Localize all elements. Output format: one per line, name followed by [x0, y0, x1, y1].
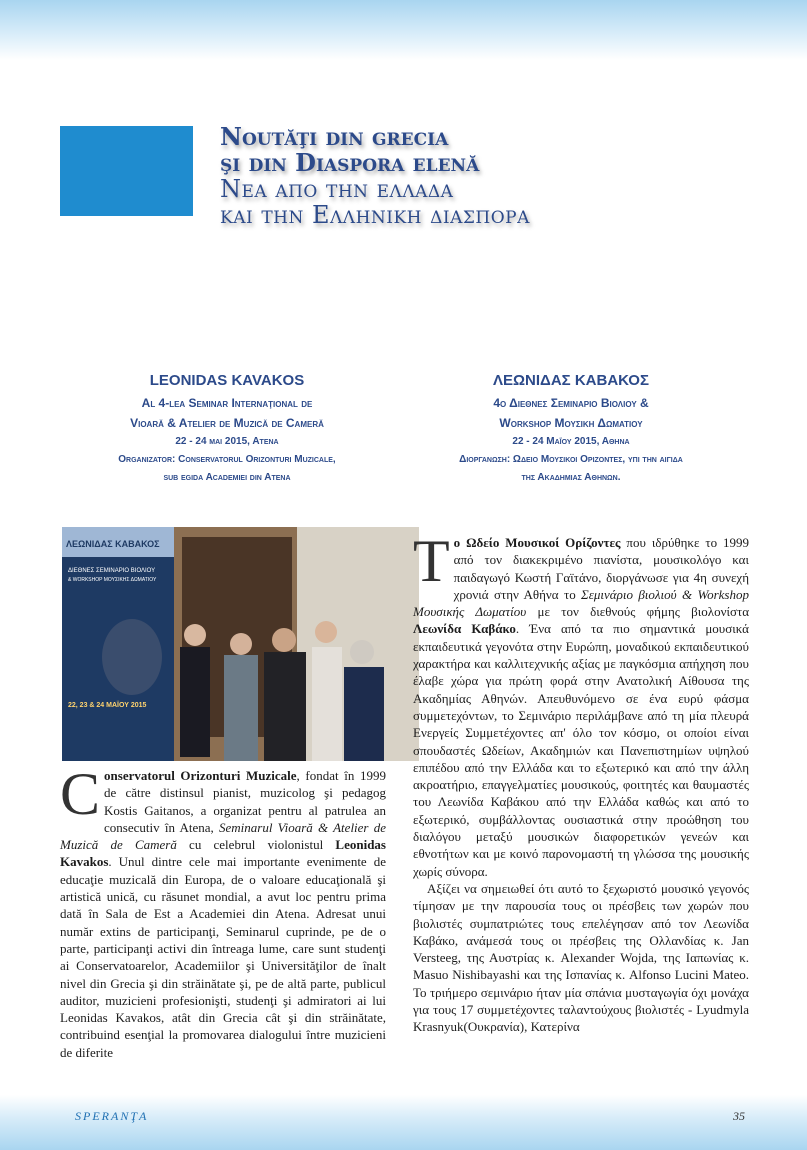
banner-sub2: & WORKSHOP ΜΟΥΣΙΚΗΣ ΔΩΜΑΤΙΟΥ [68, 577, 157, 583]
ro-text-b: cu celebrul violonistul [176, 837, 336, 853]
violinist-portrait [102, 619, 162, 695]
ro-italic-seminar: Seminarul Vioară & Atelier de Muzică de Cameră [60, 819, 386, 853]
page-number: 35 [733, 1109, 745, 1123]
gr-italic-seminar: Σεμινάριο βιολιού & Workshop Μουσικής Δωματίου [413, 586, 749, 620]
subhead-ro-line1: Al 4-lea Seminar Internaţional de [141, 396, 313, 410]
ro-text-c: . Unul dintre cele mai importante evenimente de educaţie muzicală din Europa, de o valoare educaţională şi artistică unică, cu răsunet mondial, a avut loc pentru prima dată în Sala de Est a Academiei din Atena. Adresat unui număr extins de participanţi, Seminarul cuprinde, pe de o parte, participanţi activi din întreaga lume, care sunt studenţi ai Conservatoarelor, Academiilor şi Universităţilor de înalt nivel din Grecia şi din străinătate şi, pe de altă parte, publicul auditor, muzicieni profesionişti, studenţi şi admiratori ai lui Leonidas Kavakos, atât din Grecia cât şi din străinătate, contribuind esenţial la promovarea dialogului între muzicieni de diferite [60, 854, 386, 1060]
subhead-gr-date: 22 - 24 Μαΐου 2015, Αθηνα [512, 436, 630, 447]
ro-text-a: , fondat în 1999 de către distinsul pianist, muzicolog şi pedagog Kostis Gaitanos, a organizat pentru al patrulea an consecutiv în Atena, [104, 768, 386, 835]
event-photo-illustration [62, 527, 419, 761]
lead-bold-ro: onservatorul Orizonturi Muzicale [104, 768, 297, 783]
ro-bold-kavakos: Leonidas Kavakos [60, 837, 386, 870]
lead-bold-gr: ο Ωδείο Μουσικοί Ορίζοντες [453, 535, 621, 550]
dropcap-gr: Τ [413, 528, 450, 594]
subhead-ro-name: LEONIDAS KAVAKOS [149, 372, 305, 389]
person-5-head [350, 640, 374, 664]
subhead-ro-line2: Vioară & Atelier de Muzică de Cameră [130, 416, 324, 430]
banner-sub1: ΔΙΕΘΝΕΣ ΣΕΜΙΝΑΡΙΟ ΒΙΟΛΙΟΥ [68, 568, 156, 574]
subhead-ro-org2: sub egida Academiei din Atena [163, 472, 291, 483]
banner-title: ΛΕΩΝΙΔΑΣ ΚΑΒΑΚΟΣ [66, 539, 160, 549]
subhead-gr-org2: της Ακαδημιας Αθηνων. [521, 472, 621, 483]
person-5 [344, 667, 384, 761]
title-gr-line2: και την Ελληνικη διασπορα [220, 201, 530, 229]
gr-text-a: που ιδρύθηκε το 1999 από τον διακεκριμένο πιανίστα, μουσικολόγο και παιδαγωγό Κωστή Γαϊτάνο, διοργάνωσε για 4η συνεχή χρονιά στην Αθήνα το [453, 535, 749, 602]
gr-paragraph-2: Αξίζει να σημειωθεί ότι αυτό το ξεχωριστό μουσικό γεγονός τίμησαν με την παρουσία τους οι πρέσβεις των χωρών που βιολιστές συμπατριώτες τους επελέγησαν από τον Λεωνίδα Καβάκο, ανάμεσά τους οι πρέσβεις της Ολλανδίας κ. Jan Versteeg, της Αυστρίας κ. Alexander Wojda, της Ιαπωνίας κ. Masuo Nishibayashi και της Ισπανίας κ. Alfonso Lucini Mateo. Το τριήμερο σεμινάριο ήταν μία σπάνια μυσταγωγία όχι μονάχα για τους 17 συμμετέχοντες ταλαντούχους βιολιστές - Lyudmyla Krasnyuk(Ουκρανία), Κατερίνα [413, 880, 749, 1035]
subhead-romanian [62, 372, 392, 487]
article-romanian [60, 761, 386, 1061]
subhead-ro-date: 22 - 24 mai 2015, Atena [175, 436, 279, 447]
article-greek [413, 528, 750, 1036]
title-ro-line1: Noutăţi din grecia [220, 122, 449, 151]
gr-text-b: με τον διεθνούς φήμης βιολονίστα [526, 604, 750, 620]
person-3-head [272, 628, 296, 652]
subhead-gr-name: ΛΕΩΝΙΔΑΣ ΚΑΒΑΚΟΣ [493, 372, 649, 389]
top-gradient-band [0, 0, 807, 60]
dropcap-ro: C [60, 761, 101, 827]
title-ro-line2: şi din Diaspora elenă [220, 148, 480, 177]
subhead-gr-line2: Workshop Μουσικη Δωματιου [499, 416, 643, 430]
blue-accent-square [60, 126, 193, 216]
magazine-name: SPERANŢA [75, 1109, 149, 1123]
banner-dates: 22, 23 & 24 ΜΑΪΟΥ 2015 [68, 702, 147, 709]
page-headline [220, 124, 740, 228]
gr-bold-kavakos: Λεωνίδα Καβάκο [413, 621, 516, 637]
person-4-head [315, 621, 337, 643]
person-1-head [184, 624, 206, 646]
person-4 [312, 647, 342, 761]
person-2 [224, 655, 258, 761]
gr-text-c: . Ένα από τα πιο σημαντικά μουσικά εκπαιδευτικά γεγονότα στην Ευρώπη, μοναδικού εκπαιδευτικού χαρακτήρα και καλλιτεχνικής αξίας με παγκόσμια απήχηση που έλαβε χώρα για πρώτη φορά στην Ανατολική Αίθουσα της Ακαδημίας Αθηνών. Απευθυνόμενο σε ένα ευρύ φάσμα συμμετεχόντων, το Σεμινάριο περιλάμβανε από τη μία πλευρά Ενεργείς Συμμετέχοντες απ' όλο τον κόσμο, οι οποίοι είναι σπουδαστές Ωδείων, Ακαδημιών και Πανεπιστημίων υψηλού επιπέδου από την Ελλάδα και το εξωτερικό και από την άλλη ακροατήριο, επαγγελματίες μουσικούς, φοιτητές και θαυμαστές του Λεωνίδα Καβάκου από την Ελλάδα καθώς και από το εξωτερικό, συμβάλλοντας ουσιαστικά στην προώθηση του διαλόγου μεταξύ μουσικών διαφορετικών γενεών και εθνοτήτων και με κοινό παρονομαστή τη γλώσσα της μουσικής χωρίς σύνορα. [413, 621, 749, 879]
person-3 [264, 652, 306, 761]
person-2-head [230, 633, 252, 655]
title-gr-line1: Νεα απο την ελλαδα [220, 175, 454, 203]
subhead-ro-org1: Organizator: Conservatorul Orizonturi Muzicale, [118, 454, 336, 465]
subhead-greek [406, 372, 736, 487]
subhead-gr-org1: Διοργανωση: Ωδειο Μουσικοι Οριζοντες, υπι την αιγιδα [459, 454, 683, 465]
person-1 [180, 647, 210, 757]
subhead-gr-line1: 4ο Διεθνες Σεμιναριο Βιολιου & [493, 396, 649, 410]
event-photo [62, 527, 419, 761]
